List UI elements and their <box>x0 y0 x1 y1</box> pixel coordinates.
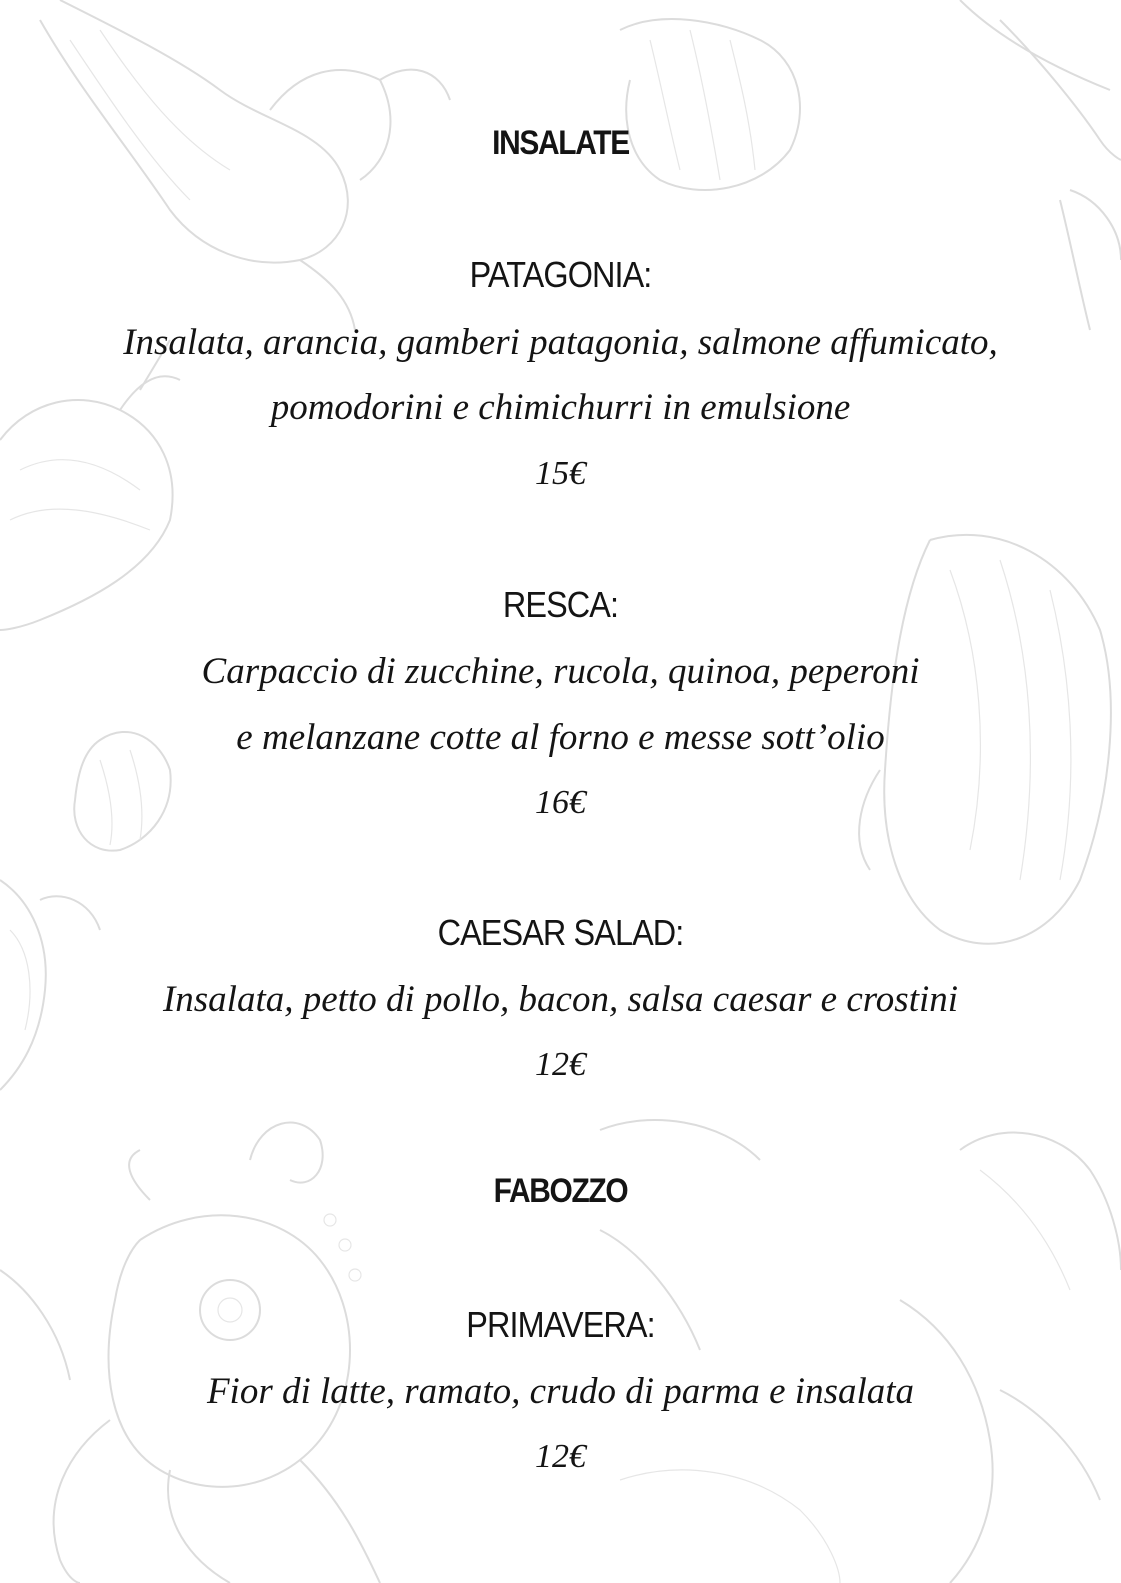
dish-name-patagonia: PATAGONIA: <box>469 254 652 295</box>
dish-price-patagonia: 15€ <box>535 455 586 492</box>
dish-description-caesar-salad: Insalata, petto di pollo, bacon, salsa caesar e crostini <box>162 979 959 1020</box>
dish-price-caesar-salad: 12€ <box>535 1046 586 1083</box>
dish-price-resca: 16€ <box>535 784 586 821</box>
dish-description-patagonia-line-2: pomodorini e chimichurri in emulsione <box>270 387 851 428</box>
dish-description-primavera: Fior di latte, ramato, crudo di parma e insalata <box>206 1371 915 1412</box>
section-title-insalate: INSALATE <box>492 124 629 162</box>
dish-name-caesar-salad: CAESAR SALAD: <box>437 912 684 953</box>
dish-description-patagonia-line-1: Insalata, arancia, gamberi patagonia, salmone affumicato, <box>123 322 998 363</box>
dish-price-primavera: 12€ <box>535 1438 586 1475</box>
dish-description-resca-line-1: Carpaccio di zucchine, rucola, quinoa, peperoni <box>201 651 920 692</box>
dish-description-resca-line-2: e melanzane cotte al forno e messe sott’olio <box>236 717 885 758</box>
dish-name-resca: RESCA: <box>502 584 619 625</box>
dish-name-primavera: PRIMAVERA: <box>466 1304 655 1345</box>
section-title-fabozzo: FABOZZO <box>493 1172 628 1210</box>
